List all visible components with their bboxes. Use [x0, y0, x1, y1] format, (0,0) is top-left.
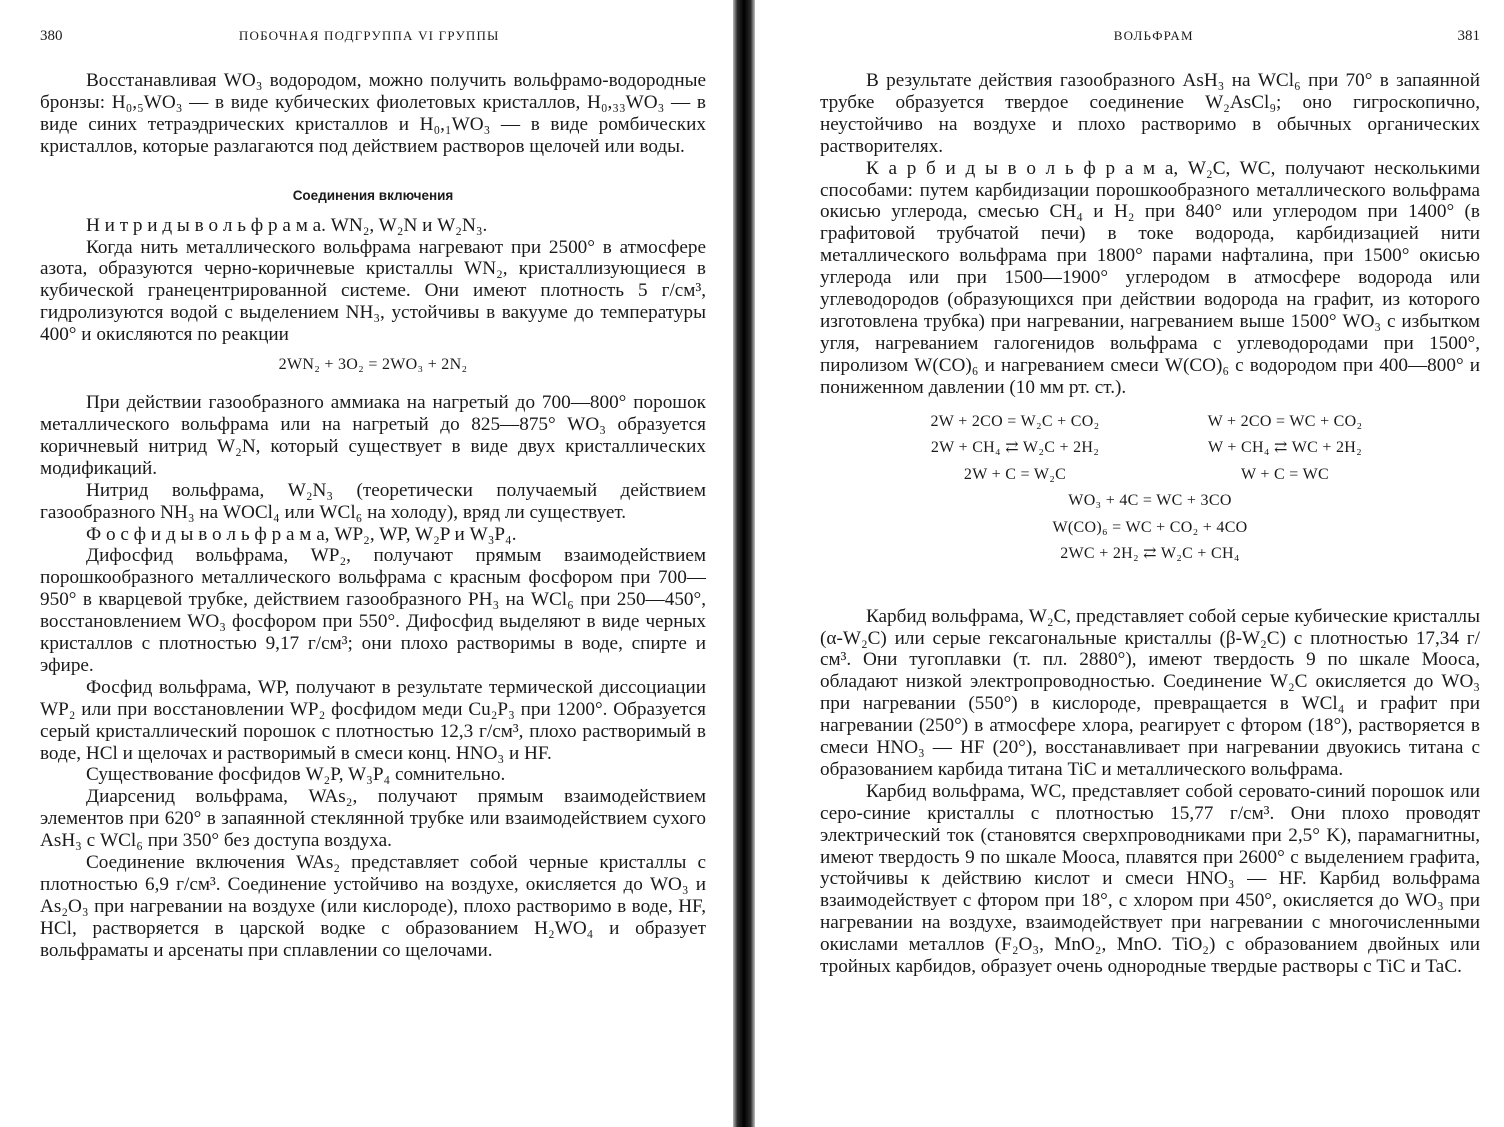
page-number-right: 381 — [1457, 28, 1480, 44]
equation: WO₃ + 4C = WC + 3CO — [1068, 492, 1232, 510]
equation: 2W + CH₄ ⇄ W₂C + 2H₂ — [930, 439, 1100, 457]
paragraph-was2: Диарсенид вольфрама, WAs₂, получают прямым взаимодействием элементов при 620° в запаянной стеклянной трубке или взаимодействием сухого AsH₃ с WCl₆ при 350° без доступа воздуха. — [40, 786, 706, 852]
running-head-right: ВОЛЬФРАМ — [1113, 28, 1194, 43]
paragraph-wn2: Когда нить металлического вольфрама нагревают при 2500° в атмосфере азота, образуются черно-коричневые кристаллы WN₂, кристаллизующиеся в кубической гранецентрированной системе. Они имеют плотность 5 г/см³, гидролизуются водой с выделением NH₃, устойчивы в вакууме до температуры 400° и окисляются по реакции — [40, 236, 706, 346]
paragraph-nitrides-heading: Н и т р и д ы в о л ь ф р а м а. WN₂, W₂N и W₂N₃. — [86, 214, 488, 236]
equation-row — [820, 409, 1480, 436]
paragraph-bronzes: Восстанавливая WO₃ водородом, можно получить вольфрамо-водородные бронзы: H₀,₅WO₃ — в виде кубических фиолетовых кристаллов, H₀,₃₃WO₃ — в виде синих тетраэдрических кристаллов и H₀,₁WO₃ — в виде ромбических кристаллов, которые разлагаются под действием растворов щелочей или воды. — [40, 70, 706, 157]
paragraph-w2n: При действии газообразного аммиака на нагретый до 700—800° порошок металлического вольфрама или на нагретый до 825—875° WO₃ образуется коричневый нитрид W₂N, который существует в виде двух кристаллических модификаций. — [40, 392, 706, 479]
paragraph-wc: Карбид вольфрама, WC, представляет собой серовато-синий порошок или серо-синие кристаллы с плотностью 15,77 г/см³. Они плохо проводят электрический ток (становятся сверхпроводниками при 2,5° K), парамагнитны, имеют твердость 9 по шкале Мооса, плавятся при 2600° с выделением графита, устойчивы к действию кислот и смеси HNO₃ — HF. Карбид вольфрама взаимодействует с фтором при 18°, с хлором при 450°, окисляется до WO₃ при нагревании на воздухе, взаимодействует при нагревании с многочисленными окислами металлов (F₂O₃, MnO₂, MnO. TiO₂) с образованием двойных или тройных карбидов, образует очень однородные твердые растворы с TiC и TaC. — [820, 780, 1480, 978]
equation: W + CH₄ ⇄ WC + 2H₂ — [1207, 439, 1363, 457]
equation: W(CO)₆ = WC + CO₂ + 4CO — [1052, 518, 1248, 536]
equation-row — [820, 435, 1480, 462]
formula-wn2: 2WN₂ + 3O₂ = 2WO₃ + 2N₂ — [278, 356, 468, 374]
running-head-left: ПОБОЧНАЯ ПОДГРУППА VI ГРУППЫ — [238, 28, 500, 43]
book-spine — [733, 0, 755, 1127]
paragraph-was2-props: Соединение включения WAs₂ представляет собой черные кристаллы с плотностью 6,9 г/см³. Соединение устойчиво на воздухе, окисляется до WO₃ и As₂O₃ при нагревании на воздухе (или кислороде), плохо растворимо в воде, HF, HCl, растворяется в царской водке с образованием H₂WO₄ и образует вольфраматы и арсенаты при сплавлении со щелочами. — [40, 852, 706, 961]
page-number-left: 380 — [40, 28, 63, 44]
paragraph-carbides: К а р б и д ы в о л ь ф р а м а, W₂C, WC, получают несколькими способами: путем карбидизации порошкообразного металлического вольфрама окисью углерода, смесью CH₄ и H₂ при 840° или углеродом при 1400° (в графитовой трубчатой печи) в токе водорода, карбидизацией нити металлического вольфрама при 1800° парами нафталина, при 1500° окисью углерода или при 1500—1900° углеродом в атмосфере водорода или углеводородов (образующихся при действии водорода на графит, из которого изготовлена трубка) при нагревании, нагреванием выше 1500° WO₃ с избытком угля, нагреванием галогенидов вольфрама с углеводородами при 1500°, пиролизом W(CO)₆ и нагреванием смеси W(CO)₆ с водородом при 400—800° и пониженном давлении (10 мм рт. ст.). — [820, 157, 1480, 398]
paragraph-wp: Фосфид вольфрама, WP, получают в результате термической диссоциации WP₂ или при восстановлении WP₂ фосфидом меди Cu₂P₃ при 1200°. Образуется серый кристаллический порошок с плотностью 12,3 г/см³, плохо растворимый в воде, HCl и щелочах и растворимый в смеси конц. HNO₃ и HF. — [40, 676, 706, 764]
right-header — [820, 28, 1480, 58]
equation-row — [820, 462, 1480, 489]
paragraph-phosphides-heading: Ф о с ф и д ы в о л ь ф р а м а, WP₂, WP, W₂P и W₃P₄. — [86, 523, 517, 545]
equation: 2WC + 2H₂ ⇄ W₂C + CH₄ — [1060, 545, 1240, 563]
left-header — [40, 28, 706, 58]
paragraph-w2p: Существование фосфидов W₂P, W₃P₄ сомнительно. — [86, 764, 506, 786]
right-page — [770, 0, 1504, 1127]
equation: 2W + C = W₂C — [963, 465, 1067, 483]
paragraph-w2n3: Нитрид вольфрама, W₂N₃ (теоретически получаемый действием газообразного NH₃ на WOCl₄ или WCl₆ на холоду), вряд ли существует. — [40, 479, 706, 523]
left-page — [0, 0, 728, 1127]
paragraph-wp2: Дифосфид вольфрама, WP₂, получают прямым взаимодействием порошкообразного металлического вольфрама с красным фосфором при 700—950° в кварцевой трубке, действием газообразного PH₃ на WCl₆ при 250—450°, восстановлением WO₃ фосфором при 550°. Дифосфид выделяют в виде черных кристаллов с плотностью 9,17 г/см³; они плохо растворимы в воде, спирте и эфире. — [40, 545, 706, 676]
section-title: Соединения включения — [292, 187, 454, 203]
equation: W + 2CO = WC + CO₂ — [1207, 412, 1363, 430]
equation: W + C = WC — [1240, 465, 1329, 483]
paragraph-w2ascl9: В результате действия газообразного AsH₃ на WCl₆ при 70° в запаянной трубке образуется твердое соединение W₂AsCl₉; оно гигроскопично, неустойчиво на воздухе и плохо растворимо в обычных органических растворителях. — [820, 70, 1480, 157]
equations-block — [820, 409, 1480, 568]
equation: 2W + 2CO = W₂C + CO₂ — [930, 412, 1100, 430]
paragraph-w2c: Карбид вольфрама, W₂C, представляет собой серые кубические кристаллы (α-W₂C) или серые гексагональные кристаллы (β-W₂C) с плотностью 17,34 г/см³. Они тугоплавки (т. пл. 2880°), имеют твердость 9 по шкале Мооса, обладают низкой электропроводностью. Соединение W₂C окисляется до WO₃ при нагревании (550°) в кислороде, превращается в WCl₄ и графит при нагревании (250°) в атмосфере хлора, реагирует с фтором (18°), растворяется в смеси HNO₃ — HF (20°), восстанавливает при нагревании двуокись титана с образованием карбида титана TiC и металлического вольфрама. — [820, 605, 1480, 780]
